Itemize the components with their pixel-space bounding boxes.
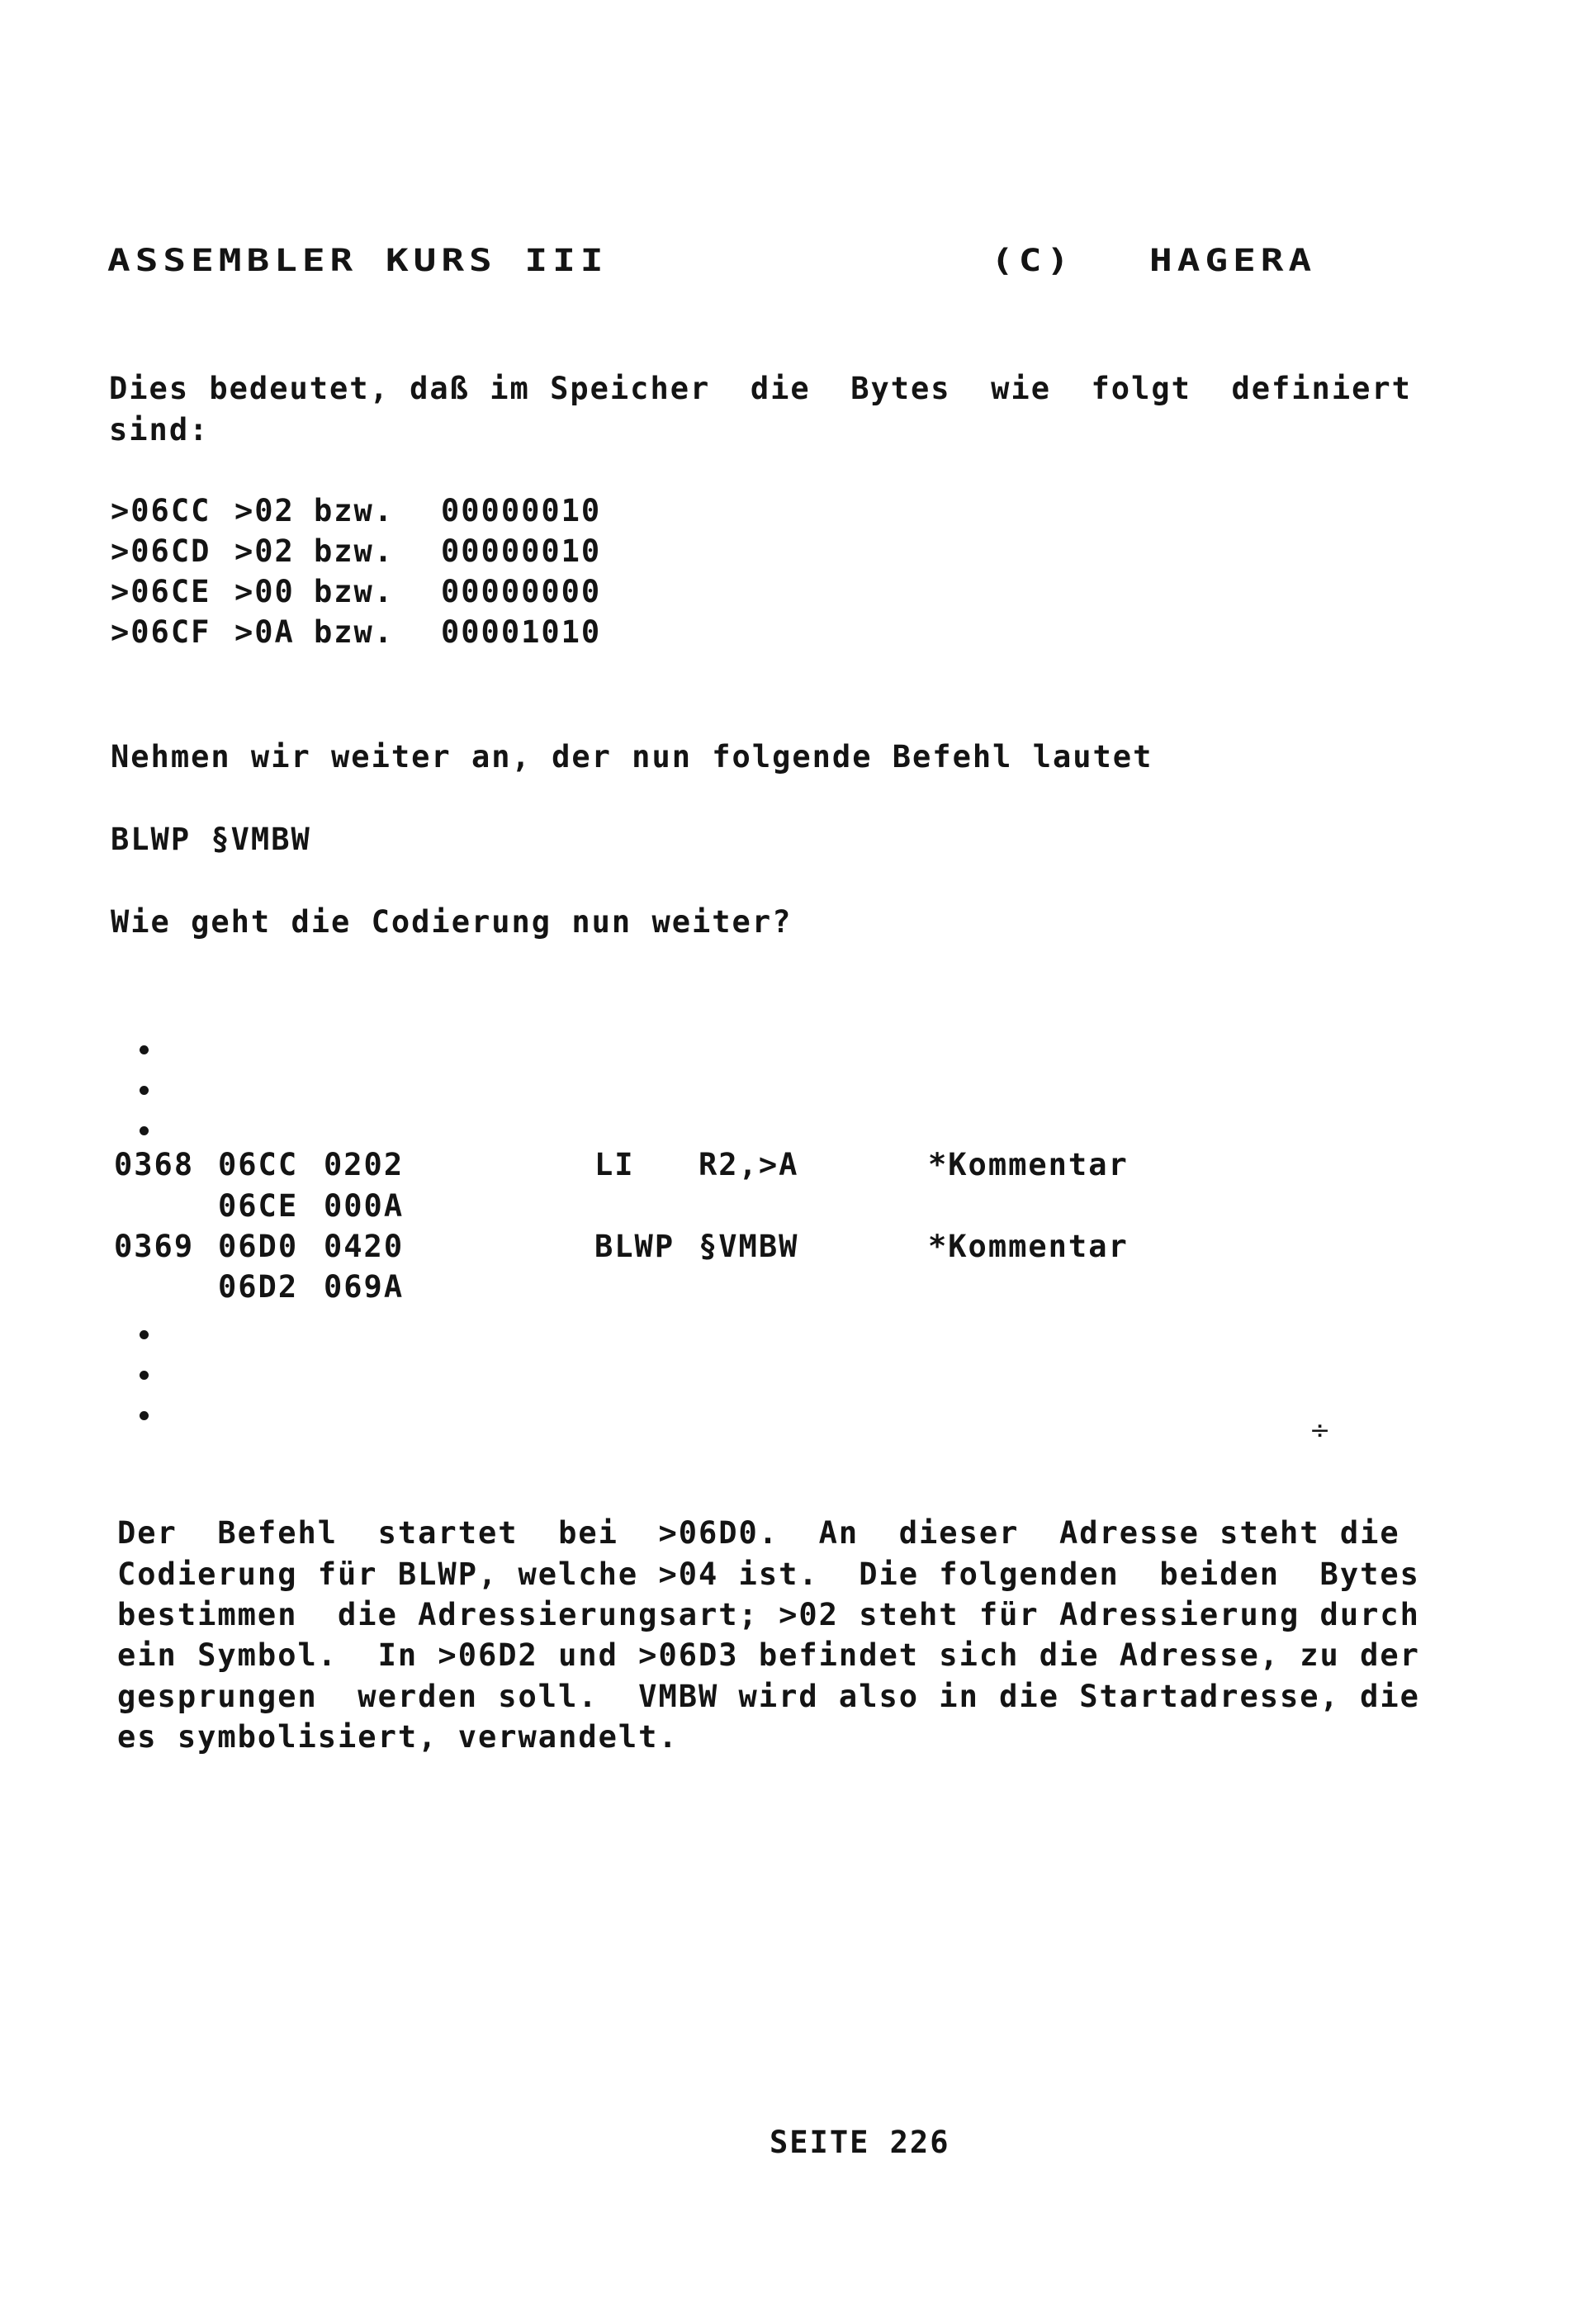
listing-address: 06D2 xyxy=(218,1269,299,1305)
intro-line-1: Dies bedeutet, daß im Speicher die Bytes wie folgt definiert xyxy=(109,371,1412,406)
listing-opcode: LI xyxy=(594,1147,635,1182)
listing-address: 06CC xyxy=(218,1147,299,1182)
listing-opcode: BLWP xyxy=(594,1229,675,1264)
ellipsis-dot xyxy=(140,1045,149,1054)
instruction-line: BLWP §VMBW xyxy=(111,822,311,857)
memory-separator: bzw. xyxy=(314,493,395,528)
memory-address: >06CC xyxy=(111,493,211,528)
copyright-mark: (C) xyxy=(991,241,1075,278)
memory-binary-value: 00000010 xyxy=(441,493,602,528)
explanation-line: Der Befehl startet bei >06D0. An dieser Adresse steht die xyxy=(117,1515,1400,1551)
question-line: Wie geht die Codierung nun weiter? xyxy=(111,904,793,940)
memory-binary-value: 00001010 xyxy=(441,614,602,650)
memory-address: >06CF xyxy=(111,614,211,650)
memory-separator: bzw. xyxy=(314,533,395,569)
ellipsis-dot xyxy=(140,1411,149,1420)
explanation-line: Codierung für BLWP, welche >04 ist. Die folgenden beiden Bytes xyxy=(117,1556,1420,1592)
intro-line-2: sind: xyxy=(109,412,210,448)
listing-address: 06D0 xyxy=(218,1229,299,1264)
memory-address: >06CD xyxy=(111,533,211,569)
stray-print-mark: ÷ xyxy=(1309,1416,1331,1445)
listing-comment: *Kommentar xyxy=(928,1229,1129,1264)
listing-line-number: 0369 xyxy=(114,1229,195,1264)
memory-separator: bzw. xyxy=(314,614,395,650)
ellipsis-dot xyxy=(140,1086,149,1095)
explanation-line: gesprungen werden soll. VMBW wird also in die Startadresse, die xyxy=(117,1679,1420,1714)
author-name: HAGERA xyxy=(1149,241,1317,278)
listing-line-number: 0368 xyxy=(114,1147,195,1182)
listing-operand: R2,>A xyxy=(699,1147,799,1182)
memory-separator: bzw. xyxy=(314,574,395,609)
page-title: ASSEMBLER KURS III xyxy=(107,241,609,278)
ellipsis-dot xyxy=(140,1371,149,1380)
explanation-line: bestimmen die Adressierungsart; >02 steht für Adressierung durch xyxy=(117,1597,1420,1632)
ellipsis-dot xyxy=(140,1126,149,1135)
memory-address: >06CE xyxy=(111,574,211,609)
memory-hex-value: >00 xyxy=(234,574,295,609)
listing-operand: §VMBW xyxy=(699,1229,799,1264)
paragraph-next: Nehmen wir weiter an, der nun folgende Befehl lautet xyxy=(111,739,1153,775)
listing-object-code: 000A xyxy=(324,1188,405,1224)
listing-address: 06CE xyxy=(218,1188,299,1224)
listing-comment: *Kommentar xyxy=(928,1147,1129,1182)
listing-object-code: 0202 xyxy=(324,1147,405,1182)
memory-hex-value: >0A xyxy=(234,614,295,650)
memory-binary-value: 00000010 xyxy=(441,533,602,569)
memory-hex-value: >02 xyxy=(234,533,295,569)
memory-binary-value: 00000000 xyxy=(441,574,602,609)
memory-hex-value: >02 xyxy=(234,493,295,528)
page-number: SEITE 226 xyxy=(770,2125,950,2160)
explanation-line: ein Symbol. In >06D2 und >06D3 befindet sich die Adresse, zu der xyxy=(117,1637,1420,1673)
explanation-line: es symbolisiert, verwandelt. xyxy=(117,1719,679,1755)
ellipsis-dot xyxy=(140,1330,149,1339)
listing-object-code: 069A xyxy=(324,1269,405,1305)
listing-object-code: 0420 xyxy=(324,1229,405,1264)
